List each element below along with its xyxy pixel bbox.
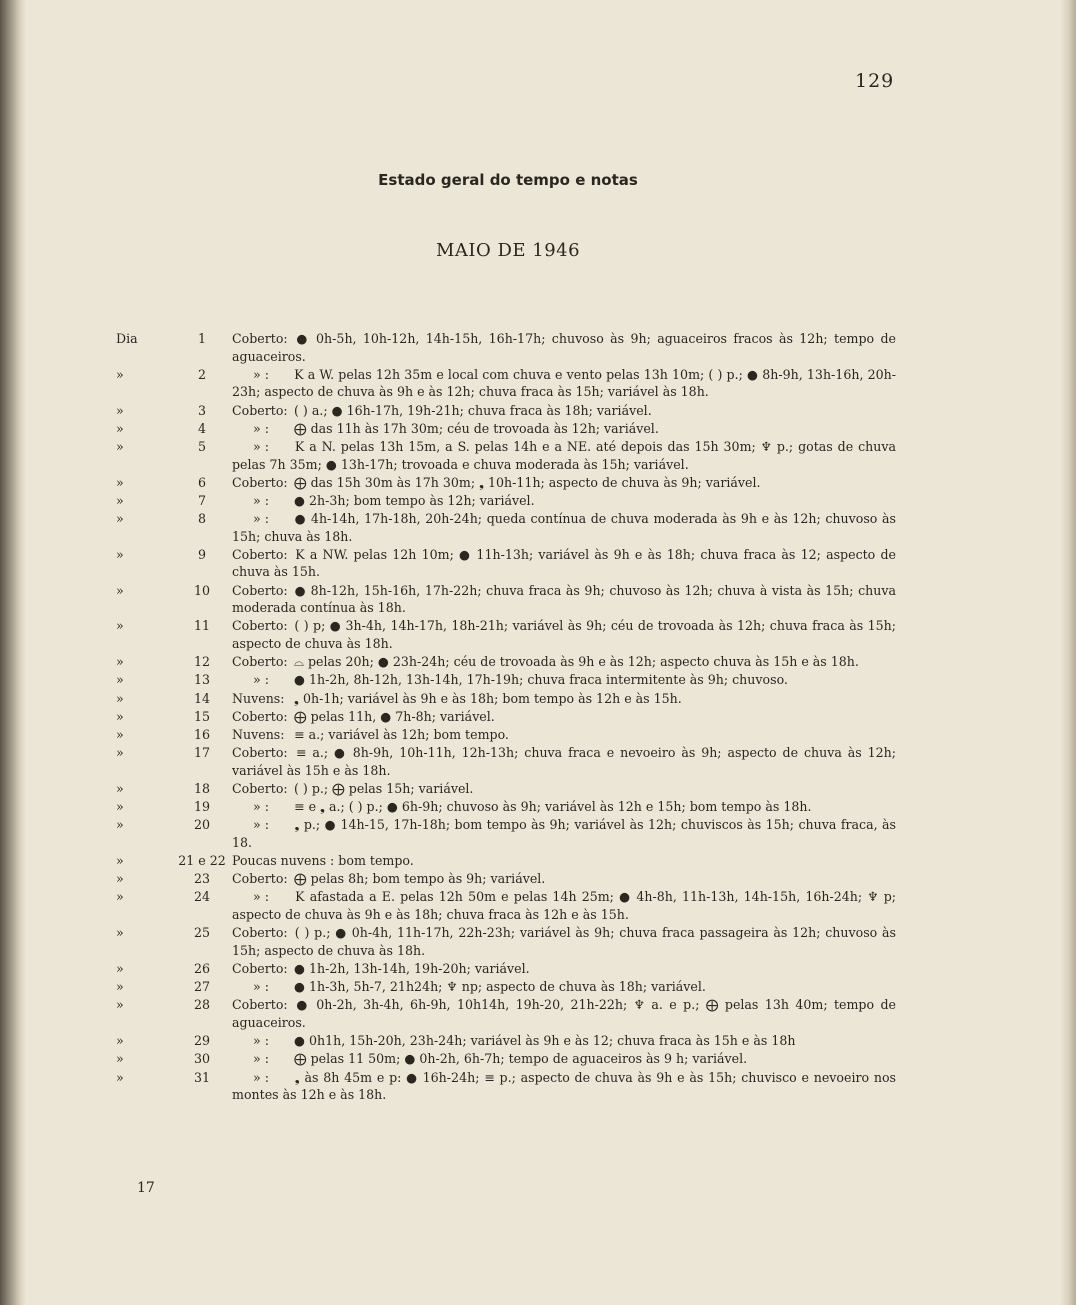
entry-prefix: »: [116, 925, 124, 941]
entry-body: [232, 780, 896, 798]
entry-prefix: »: [116, 726, 124, 742]
entry-day: 13: [193, 672, 211, 688]
entry-row: [116, 438, 896, 473]
entry-row: [116, 924, 896, 959]
entry-prefix: »: [116, 1051, 124, 1067]
entry-text: ● 0h-2h, 3h-4h, 6h-9h, 10h14h, 19h-20, 21h-22h; ♆ a. e p.; ⨁ pelas 13h 40m; tempo de aguaceiros.: [232, 997, 896, 1030]
entry-sky-state: Nuvens:: [232, 690, 285, 706]
entry-prefix: »: [116, 1033, 124, 1049]
entry-text: Poucas nuvens : bom tempo.: [232, 853, 414, 869]
entry-text: ≡ a.; variável às 12h; bom tempo.: [294, 726, 509, 742]
entry-row: [116, 1050, 896, 1068]
entry-day: 29: [193, 1033, 211, 1049]
entry-row: [116, 888, 896, 923]
entry-prefix: »: [116, 708, 124, 724]
entry-text: ❟ 0h-1h; variável às 9h e às 18h; bom tempo às 12h e às 15h.: [294, 690, 682, 706]
entry-body: [232, 924, 896, 959]
entry-body: [232, 1050, 896, 1068]
entry-sky-state: Coberto:: [232, 331, 288, 346]
entry-sky-state: » :: [253, 1069, 269, 1085]
entry-sky-state: Coberto:: [232, 618, 288, 634]
entry-body: [232, 978, 896, 996]
entry-row: [116, 492, 896, 510]
entry-row: [116, 1069, 896, 1104]
entry-body: [232, 653, 896, 671]
entry-text: ❟ p.; ● 14h-15, 17h-18h; bom tempo às 9h; variável às 12h; chuviscos às 15h; chuva fraca, às 18.: [232, 817, 896, 850]
entry-text: ● 4h-14h, 17h-18h, 20h-24h; queda contínua de chuva moderada às 9h e às 12h; chuvoso às 15h; chuva às 18h.: [232, 511, 896, 544]
entry-prefix: »: [116, 654, 124, 670]
entry-row: [116, 671, 896, 689]
entry-prefix: »: [116, 438, 124, 454]
entry-day: 17: [193, 745, 211, 761]
entry-text: ⨁ pelas 8h; bom tempo às 9h; variável.: [294, 871, 546, 887]
entry-text: ● 2h-3h; bom tempo às 12h; variável.: [294, 492, 535, 508]
entry-day: 3: [197, 402, 206, 418]
entry-prefix: »: [116, 1069, 124, 1085]
entry-row: [116, 744, 896, 779]
entry-body: [232, 510, 896, 545]
entry-text: ⨁ pelas 11h, ● 7h-8h; variável.: [294, 708, 495, 724]
page-title: Estado geral do tempo e notas: [378, 171, 638, 189]
entry-row: [116, 870, 896, 888]
entry-prefix: »: [116, 817, 124, 833]
entry-prefix: »: [116, 690, 124, 706]
entry-body: [232, 870, 896, 888]
entry-text: ❟ às 8h 45m e p: ● 16h-24h; ≡ p.; aspecto de chuva às 9h e às 15h; chuvisco e nevoeiro nos montes às 12h e às 18h.: [232, 1069, 896, 1103]
entry-sky-state: » :: [253, 1051, 269, 1067]
entry-sky-state: » :: [253, 799, 269, 815]
entry-day: 18: [193, 780, 211, 796]
entry-body: [232, 366, 896, 401]
entry-row: [116, 330, 896, 365]
entry-text: ⨁ das 11h às 17h 30m; céu de trovoada às 12h; variável.: [294, 420, 659, 436]
entry-text: ● 1h-2h, 8h-12h, 13h-14h, 17h-19h; chuva fraca intermitente às 9h; chuvoso.: [294, 672, 788, 688]
entry-body: [232, 617, 896, 652]
entry-sky-state: » :: [253, 889, 269, 905]
entry-text: ● 1h-2h, 13h-14h, 19h-20h; variável.: [294, 961, 530, 977]
entry-day: 7: [197, 492, 206, 508]
entry-body: [232, 546, 896, 581]
entry-sky-state: Coberto:: [232, 961, 288, 977]
footer-signature-number: 17: [137, 1180, 155, 1196]
entry-row: [116, 366, 896, 401]
entry-sky-state: Coberto:: [232, 582, 288, 598]
entry-sky-state: Nuvens:: [232, 726, 285, 742]
entry-sky-state: » :: [253, 420, 269, 436]
entry-day: 10: [193, 582, 211, 598]
entry-prefix: »: [116, 582, 124, 598]
entry-body: [232, 1032, 896, 1050]
entry-row: [116, 546, 896, 581]
entry-row: [116, 852, 896, 870]
entry-prefix: »: [116, 997, 124, 1013]
entry-text: K a N. pelas 13h 15m, a S. pelas 14h e a NE. até depois das 15h 30m; ♆ p.; gotas de chuva pelas 7h 35m; ● 13h-17h; trovoada e chuva moderada às 15h; variável.: [232, 438, 896, 472]
entry-day: 21 e 22: [178, 853, 226, 869]
entry-body: [232, 1069, 896, 1104]
entry-body: [232, 492, 896, 510]
entry-sky-state: Coberto:: [232, 708, 288, 724]
entry-prefix: »: [116, 853, 124, 869]
entry-row: [116, 510, 896, 545]
entry-text: ( ) p; ● 3h-4h, 14h-17h, 18h-21h; variável às 9h; céu de trovoada às 12h; chuva fraca às 15h; aspecto de chuva às 18h.: [232, 618, 896, 652]
entry-day: 5: [197, 438, 206, 454]
entry-sky-state: » :: [253, 672, 269, 688]
entry-sky-state: » :: [253, 366, 269, 382]
entry-text: ( ) p.; ⨁ pelas 15h; variável.: [294, 780, 474, 796]
entry-text: K a NW. pelas 12h 10m; ● 11h-13h; variável às 9h e às 18h; chuva fraca às 12; aspecto de chuva às 15h.: [232, 546, 896, 580]
entry-body: [232, 744, 896, 779]
entry-day: 6: [197, 474, 206, 490]
entry-day: 28: [193, 997, 211, 1013]
entry-text: ⌓ pelas 20h; ● 23h-24h; céu de trovoada às 9h e às 12h; aspecto chuva às 15h e às 18h.: [294, 654, 859, 670]
entry-row: [116, 978, 896, 996]
entry-text: ≡ e ❟ a.; ( ) p.; ● 6h-9h; chuvoso às 9h; variável às 12h e 15h; bom tempo às 18h.: [294, 799, 812, 815]
entry-sky-state: Coberto:: [232, 654, 288, 670]
book-gutter: [0, 0, 26, 1305]
entry-body: [232, 690, 896, 708]
entry-text: ≡ a.; ● 8h-9h, 10h-11h, 12h-13h; chuva fraca e nevoeiro às 9h; aspecto de chuva às 12h; variável às 15h e às 18h.: [232, 745, 896, 778]
entry-prefix: »: [116, 474, 124, 490]
entry-body: [232, 582, 896, 617]
entry-sky-state: » :: [253, 1033, 269, 1049]
entry-prefix: »: [116, 961, 124, 977]
entry-body: [232, 402, 896, 420]
entry-body: [232, 852, 896, 870]
entry-day: 9: [197, 546, 206, 562]
entry-body: [232, 330, 896, 365]
entry-row: [116, 653, 896, 671]
entry-row: [116, 420, 896, 438]
entry-row: [116, 996, 896, 1031]
entry-day: 2: [197, 366, 206, 382]
entry-text: ⨁ das 15h 30m às 17h 30m; ❟ 10h-11h; aspecto de chuva às 9h; variável.: [294, 474, 761, 490]
entry-prefix: »: [116, 979, 124, 995]
entry-text: ● 0h1h, 15h-20h, 23h-24h; variável às 9h e às 12; chuva fraca às 15h e às 18h: [294, 1033, 796, 1049]
entry-body: [232, 888, 896, 923]
entry-row: [116, 474, 896, 492]
entry-body: [232, 708, 896, 726]
entry-day: 31: [193, 1069, 211, 1085]
entry-text: ● 0h-5h, 10h-12h, 14h-15h, 16h-17h; chuvoso às 9h; aguaceiros fracos às 12h; tempo de aguaceiros.: [232, 331, 896, 364]
entry-text: K afastada a E. pelas 12h 50m e pelas 14h 25m; ● 4h-8h, 11h-13h, 14h-15h, 16h-24h; ♆ p; aspecto de chuva às 9h e às 18h; chuva fraca às 12h e às 15h.: [232, 889, 896, 923]
entry-row: [116, 690, 896, 708]
entry-text: ( ) p.; ● 0h-4h, 11h-17h, 22h-23h; variável às 9h; chuva fraca passageira às 12h; chuvoso às 15h; aspecto de chuva às 18h.: [232, 925, 896, 958]
entry-row: [116, 708, 896, 726]
entry-sky-state: Coberto:: [232, 546, 288, 562]
entry-prefix: »: [116, 780, 124, 796]
entry-prefix: »: [116, 871, 124, 887]
entry-sky-state: » :: [253, 438, 269, 454]
entry-body: [232, 671, 896, 689]
entry-row: [116, 726, 896, 744]
entry-day: 20: [193, 817, 211, 833]
entry-text: ⨁ pelas 11 50m; ● 0h-2h, 6h-7h; tempo de aguaceiros às 9 h; variável.: [294, 1051, 748, 1067]
entry-prefix: »: [116, 889, 124, 905]
entry-body: [232, 726, 896, 744]
entry-day: 12: [193, 654, 211, 670]
entry-sky-state: Coberto:: [232, 780, 288, 796]
entry-day: 25: [193, 925, 211, 941]
entry-prefix: »: [116, 618, 124, 634]
entry-text: ● 8h-12h, 15h-16h, 17h-22h; chuva fraca às 9h; chuvoso às 12h; chuva à vista às 15h; chuva moderada contínua às 18h.: [232, 582, 896, 616]
entry-row: [116, 617, 896, 652]
entry-sky-state: » :: [253, 979, 269, 995]
entry-prefix: »: [116, 511, 124, 527]
entry-prefix: »: [116, 546, 124, 562]
entry-row: [116, 798, 896, 816]
entry-body: [232, 438, 896, 473]
entry-day: 19: [193, 799, 211, 815]
page-right-edge: [1060, 0, 1076, 1305]
page-number: 129: [855, 70, 895, 92]
month-heading: MAIO DE 1946: [435, 240, 581, 261]
entry-row: [116, 582, 896, 617]
entry-day: 27: [193, 979, 211, 995]
entry-body: [232, 996, 896, 1031]
entry-body: [232, 816, 896, 851]
entry-row: [116, 960, 896, 978]
entry-text: K a W. pelas 12h 35m e local com chuva e vento pelas 13h 10m; ( ) p.; ● 8h-9h, 13h-16h, 20h-23h; aspecto de chuva às 9h e às 12h; chuva fraca às 15h; variável às 18h.: [232, 366, 896, 400]
entry-day: 1: [197, 331, 206, 346]
entry-sky-state: Coberto:: [232, 402, 288, 418]
entry-day: 26: [193, 961, 211, 977]
entry-prefix: »: [116, 745, 124, 761]
entry-day: 14: [193, 690, 211, 706]
entry-day: 8: [197, 511, 206, 527]
entry-body: [232, 474, 896, 492]
entry-sky-state: » :: [253, 817, 269, 833]
entry-day: 4: [197, 420, 206, 436]
entry-row: [116, 402, 896, 420]
entry-row: [116, 780, 896, 798]
entry-sky-state: Coberto:: [232, 997, 288, 1013]
entry-prefix: »: [116, 799, 124, 815]
entry-body: [232, 420, 896, 438]
entry-day: 15: [193, 708, 211, 724]
entry-sky-state: » :: [253, 492, 269, 508]
entry-prefix: »: [116, 366, 124, 382]
entry-sky-state: » :: [253, 511, 269, 527]
entry-sky-state: Coberto:: [232, 925, 288, 941]
entry-day: 11: [193, 618, 211, 634]
entry-sky-state: Coberto:: [232, 871, 288, 887]
entry-day: 23: [193, 871, 211, 887]
weather-entries-list: [116, 330, 896, 1104]
entry-day: 30: [193, 1051, 211, 1067]
entry-prefix: »: [116, 672, 124, 688]
entry-sky-state: Coberto:: [232, 745, 288, 761]
entry-day: 24: [193, 889, 211, 905]
entry-body: [232, 960, 896, 978]
entry-prefix: Dia: [116, 331, 138, 346]
entry-row: [116, 1032, 896, 1050]
entry-text: ( ) a.; ● 16h-17h, 19h-21h; chuva fraca às 18h; variável.: [294, 402, 652, 418]
entry-body: [232, 798, 896, 816]
entry-sky-state: Coberto:: [232, 474, 288, 490]
entry-text: ● 1h-3h, 5h-7, 21h24h; ♆ np; aspecto de chuva às 18h; variável.: [294, 979, 706, 995]
entry-prefix: »: [116, 420, 124, 436]
entry-prefix: »: [116, 402, 124, 418]
entry-day: 16: [193, 726, 211, 742]
entry-prefix: »: [116, 492, 124, 508]
entry-row: [116, 816, 896, 851]
